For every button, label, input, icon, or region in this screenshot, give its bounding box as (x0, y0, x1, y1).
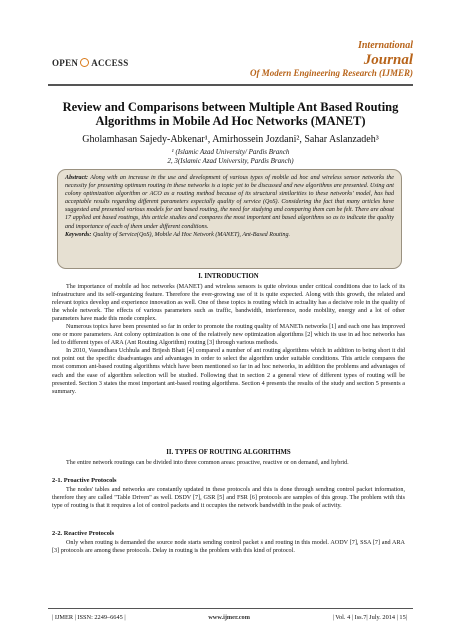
subsection-2-2-heading: 2-2. Reactive Protocols (52, 530, 115, 537)
subsection-2-1-body (52, 486, 405, 510)
page-footer (52, 614, 407, 621)
section-1-heading: I. INTRODUCTION (198, 273, 259, 280)
affiliation-2: 2, 3(Islamic Azad University, Pardis Branch) (167, 157, 294, 165)
journal-masthead (250, 40, 413, 79)
journal-line-2: Journal (363, 52, 413, 68)
open-lock-icon (80, 58, 89, 67)
abstract-label: Abstract: (65, 175, 89, 181)
subsection-2-1-heading: 2-1. Proactive Protocols (52, 477, 117, 484)
section-2-paragraph-1: The entire network routings can be divided into three common areas: proactive, reactive or on demand, and hybrid. (66, 460, 349, 466)
open-access-label: OPEN (52, 58, 79, 68)
journal-line-1: International (357, 40, 413, 51)
affiliation-1: ¹ (Islamic Azad University/ Pardis Branch (171, 148, 290, 156)
abstract-text: Along with an increase in the use and development of various types of mobile ad hoc and wireless sensor networks the necessity for presenting optimum routing in these networks is a topic yet to be discussed and new algorithms are presented. Using ant colony optimization algorithm or ACO as a routing method because of its structural similarities to these networks' model, has had acceptable results regarding different parameters especially quality of service (QoS). Considering the fact that many articles have suggested and presented various models for ant based routing, the need for studying and comparing them can be felt. There are about 17 applied ant based routings, this article studies and compares the most important ant based algorithms so as to indicate the quality and importance of each of them under different conditions. (65, 175, 394, 230)
subsection-2-2-body (52, 539, 405, 555)
abstract-box (57, 169, 402, 269)
footer-issn: | IJMER | ISSN: 2249–6645 | (52, 614, 126, 621)
footer-url[interactable]: www.ijmer.com (208, 614, 250, 621)
subsection-2-1-paragraph: The nodes' tables and networks are constantly updated in these protocols and this is done through sending control packet information, therefore they are called "Table Driven" as well. DSDV [7], GSR [5] and FSR [6] protocols are samples of this group. The problem with this type of routing is that it requires a lot of control packets and it occupies the network bandwidth in the peak of activity. (52, 487, 405, 510)
section-2-heading: II. TYPES OF ROUTING ALGORITHMS (166, 449, 291, 456)
footer-volume: | Vol. 4 | Iss.7| July. 2014 | 15| (332, 614, 407, 621)
subsection-2-2-paragraph: Only when routing is demanded the source node starts sending control packet s and routing in this model. AODV [7], SSA [7] and ARA [3] protocols are among these protocols. Delay in routing is the problem with this kind of protocol. (52, 540, 405, 555)
paper-title: Review and Comparisons between Multiple Ant Based Routing Algorithms in Mobile Ad Hoc Networks (MANET) (62, 100, 399, 128)
paper-authors: Gholamhasan Sajedy-Abkenar¹, Amirhossein Jozdani², Sahar Aslanzadeh³ (82, 134, 379, 145)
footer-rule (48, 608, 413, 609)
section-1-paragraph-1: The importance of mobile ad hoc networks (MANET) and wireless sensors is quite obvious under critical conditions due to lack of its infrastructure and its self-organizing feature. Therefore the ever-growing use of it is quite expected. Along with this growth, the related and relevant topics develop and experience innovation as well. One of these topics is routing which in actuality has a decisive role in the quality of the whole network. The effects of various parameters such as traffic, bandwidth, interference, node mobility, energy and a lot of other parameters have made this mode complex. (52, 284, 405, 323)
journal-line-3: Of Modern Engineering Research (IJMER) (249, 68, 413, 78)
open-access-logo (52, 58, 129, 68)
keywords-text: Quality of Service(QoS), Mobile Ad Hoc Network (MANET), Ant-Based Routing. (92, 231, 291, 238)
keywords-label: Keywords: (65, 231, 92, 238)
open-access-label-tail: ACCESS (91, 58, 129, 68)
section-1-body (52, 283, 405, 396)
section-2-intro (52, 459, 405, 467)
section-1-paragraph-3: In 2010, Vasundhara Uchhula and Brijesh Bhatt [4] compared a number of ant routing algorithms which in addition to being short it did not point out the specific disadvantages and advantages in order to select the algorithm under suitable conditions. This article compares the most common ant-based routing algorithms which have been mentioned so far in ad hoc networks, in addition the problems and advantages of each and the ease of algorithm selection will be studied. Following that in section 2 a general view of different types of routing will be presented. Section 3 states the most important ant-based routing algorithms. Section 4 presents the results of the study and section 5 presents a summary. (52, 348, 405, 395)
header-rule (48, 84, 413, 86)
section-1-paragraph-2: Numerous topics have been presented so far in order to promote the routing quality of MANETs networks [1] and each one has improved one or more parameters. Ant colony optimization is one of the relatively new optimization algorithms [2] which its use in ad hoc networks has led to different types of ARA (Ant Routing Algorithm) routing [3] through various methods. (52, 324, 405, 347)
